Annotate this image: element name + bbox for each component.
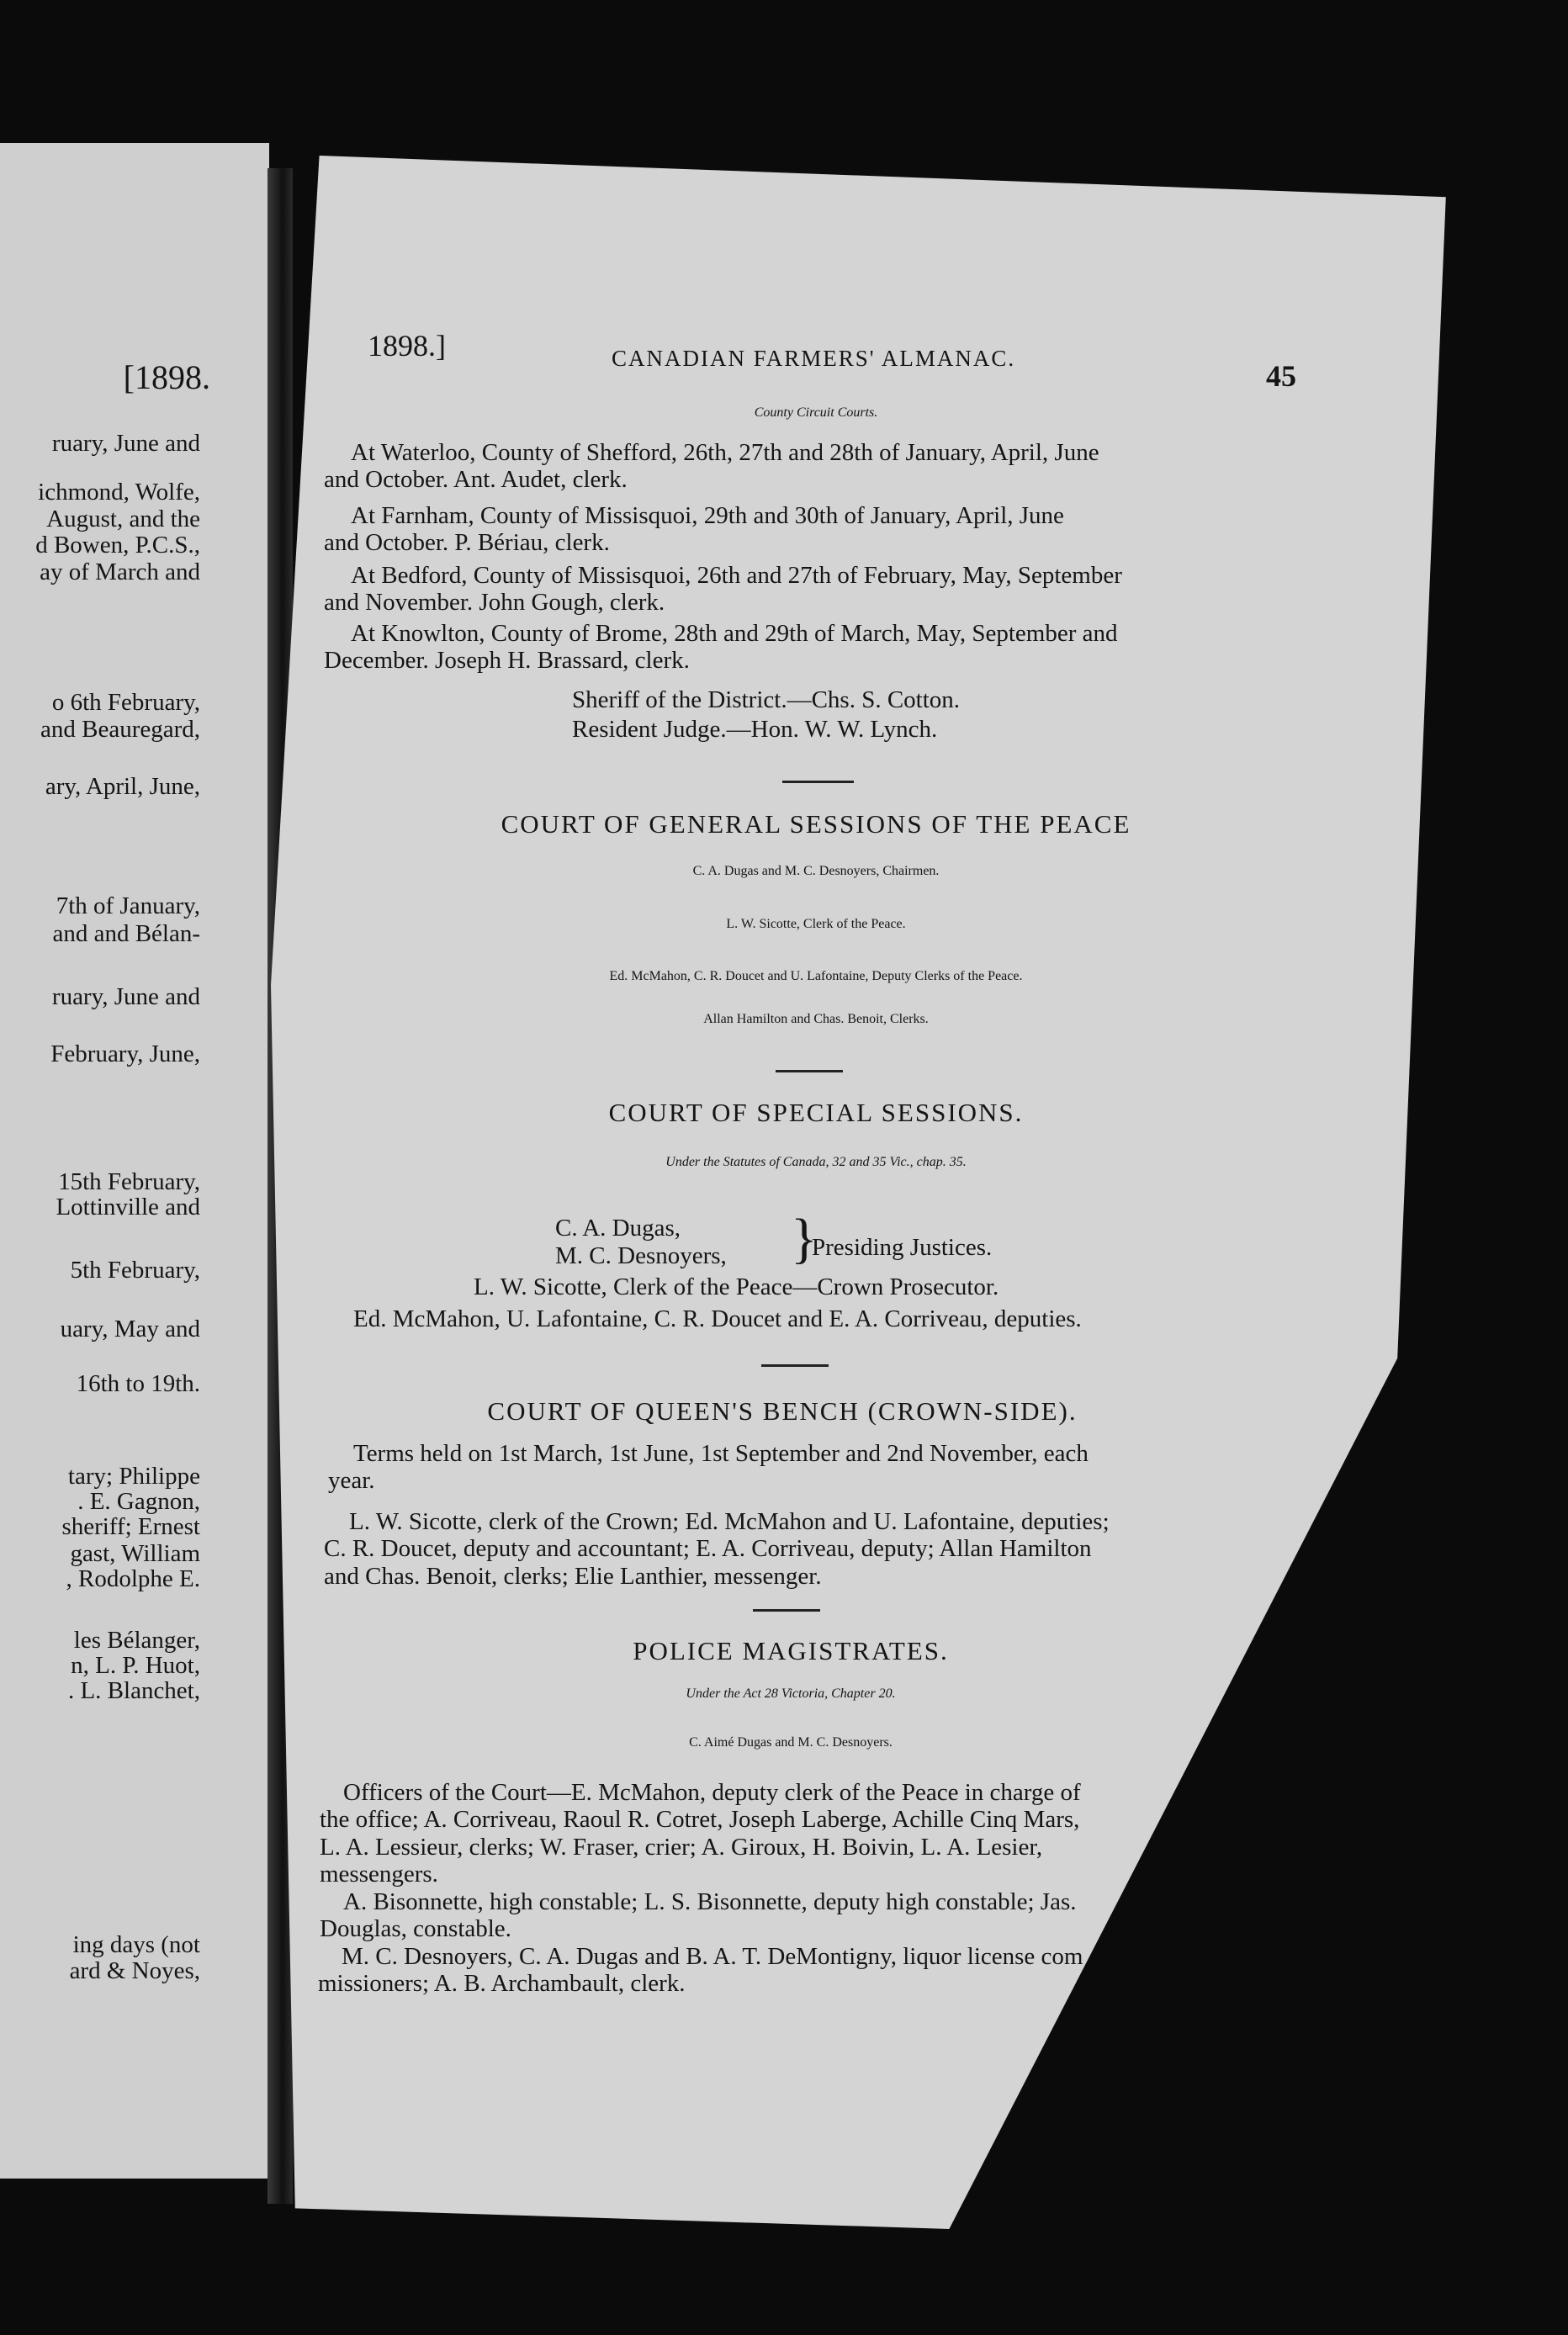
special-sessions-line: L. W. Sicotte, Clerk of the Peace—Crown Prosecutor.: [474, 1273, 999, 1300]
left-page-line: Lottinville and: [56, 1194, 200, 1220]
left-page-line: uary, May and: [60, 1316, 200, 1342]
liquor-license-paragraph: M. C. Desnoyers, C. A. Dugas and B. A. T. DeMontigny, liquor license com missioners; A. B. Archambault, clerk.: [318, 1943, 1083, 1998]
officers-paragraph: Officers of the Court—E. McMahon, deputy clerk of the Peace in charge of the office; A. Corriveau, Raoul R. Cotret, Joseph Laberge, Achille Cinq Mars, L. A. Lessieur, clerks; W. Fraser, crier; A. Giroux, H. Boivin, L. A. Lesier, messengers.: [320, 1779, 1081, 1888]
general-sessions-line: Allan Hamilton and Chas. Benoit, Clerks.: [703, 1012, 929, 1026]
left-page-line: n, L. P. Huot,: [71, 1652, 200, 1679]
justice-name: M. C. Desnoyers,: [555, 1242, 727, 1269]
queens-bench-terms: Terms held on 1st March, 1st June, 1st September and 2nd November, each year.: [328, 1440, 1089, 1495]
left-page-line: ary, April, June,: [45, 773, 200, 800]
left-page-line: ichmond, Wolfe,: [38, 479, 200, 506]
left-page-line: and and Bélan-: [52, 920, 200, 947]
special-sessions-title: COURT OF SPECIAL SESSIONS.: [608, 1098, 1024, 1127]
county-circuit-paragraph: At Farnham, County of Missisquoi, 29th and 30th of January, April, June and October. P. Bériau, clerk.: [324, 502, 1064, 557]
county-circuit-title: County Circuit Courts.: [754, 405, 878, 420]
left-page-line: , Rodolphe E.: [66, 1565, 200, 1592]
left-page-line: 7th of January,: [56, 892, 200, 919]
left-page-line: ard & Noyes,: [69, 1957, 200, 1984]
page-number: 45: [1266, 359, 1296, 393]
section-divider: [776, 1070, 843, 1072]
police-magistrates-title: POLICE MAGISTRATES.: [633, 1636, 949, 1665]
county-circuit-paragraph: At Waterloo, County of Shefford, 26th, 27th and 28th of January, April, June and October. Ant. Audet, clerk.: [324, 439, 1099, 494]
presiding-justices-label: Presiding Justices.: [812, 1234, 993, 1261]
general-sessions-line: L. W. Sicotte, Clerk of the Peace.: [726, 917, 906, 931]
left-page-line: ruary, June and: [51, 430, 200, 457]
special-sessions-subtitle: Under the Statutes of Canada, 32 and 35 Vic., chap. 35.: [665, 1155, 967, 1169]
queens-bench-officers: L. W. Sicotte, clerk of the Crown; Ed. McMahon and U. Lafontaine, deputies; C. R. Doucet, deputy and accountant; E. A. Corriveau, deputy; Allan Hamilton and Chas. Benoit, clerks; Elie Lanthier, messenger.: [324, 1508, 1110, 1590]
police-magistrates-subtitle: Under the Act 28 Victoria, Chapter 20.: [686, 1686, 896, 1701]
special-sessions-line: Ed. McMahon, U. Lafontaine, C. R. Doucet and E. A. Corriveau, deputies.: [353, 1305, 1082, 1332]
county-circuit-paragraph: At Bedford, County of Missisquoi, 26th and 27th of February, May, September and November. John Gough, clerk.: [324, 562, 1122, 617]
sheriff-line: Sheriff of the District.—Chs. S. Cotton.: [572, 686, 961, 713]
general-sessions-line: Ed. McMahon, C. R. Doucet and U. Lafontaine, Deputy Clerks of the Peace.: [609, 969, 1023, 983]
left-page-line: . L. Blanchet,: [67, 1677, 200, 1704]
police-magistrates-names: C. Aimé Dugas and M. C. Desnoyers.: [689, 1735, 893, 1750]
header-year: 1898.]: [368, 329, 446, 363]
header-title: CANADIAN FARMERS' ALMANAC.: [612, 346, 1016, 371]
section-divider: [761, 1364, 829, 1367]
left-page-line: 16th to 19th.: [76, 1370, 200, 1397]
left-page-line: d Bowen, P.C.S.,: [35, 532, 200, 559]
section-divider: [753, 1609, 820, 1612]
brace: }: [791, 1208, 818, 1269]
constables-paragraph: A. Bisonnette, high constable; L. S. Bisonnette, deputy high constable; Jas. Douglas, constable.: [320, 1888, 1077, 1943]
left-page-line: ruary, June and: [51, 983, 200, 1010]
queens-bench-title: COURT OF QUEEN'S BENCH (CROWN-SIDE).: [487, 1396, 1078, 1426]
left-page-line: February, June,: [50, 1040, 200, 1067]
left-page-line: . E. Gagnon,: [77, 1488, 200, 1515]
left-page-line: 5th February,: [70, 1257, 200, 1284]
left-page-line: ay of March and: [40, 559, 200, 585]
general-sessions-title: COURT OF GENERAL SESSIONS OF THE PEACE: [501, 809, 1131, 839]
judge-line: Resident Judge.—Hon. W. W. Lynch.: [572, 716, 938, 743]
left-page-line: ing days (not: [72, 1931, 200, 1958]
left-page-line: tary; Philippe: [67, 1463, 200, 1490]
left-page-line: and Beauregard,: [40, 716, 200, 743]
left-page-line: gast, William: [70, 1540, 200, 1567]
left-page-line: August, and the: [46, 506, 200, 532]
left-page-header: [1898.: [123, 358, 210, 396]
left-page-line: 15th February,: [58, 1168, 200, 1195]
left-page-line: o 6th February,: [51, 689, 200, 716]
county-circuit-paragraph: At Knowlton, County of Brome, 28th and 29th of March, May, September and December. Joseph H. Brassard, clerk.: [324, 620, 1118, 675]
left-page-line: sheriff; Ernest: [61, 1513, 200, 1540]
section-divider: [782, 781, 854, 783]
justice-name: C. A. Dugas,: [555, 1215, 681, 1242]
left-page-line: les Bélanger,: [73, 1627, 200, 1654]
general-sessions-line: C. A. Dugas and M. C. Desnoyers, Chairmen.: [692, 864, 940, 878]
